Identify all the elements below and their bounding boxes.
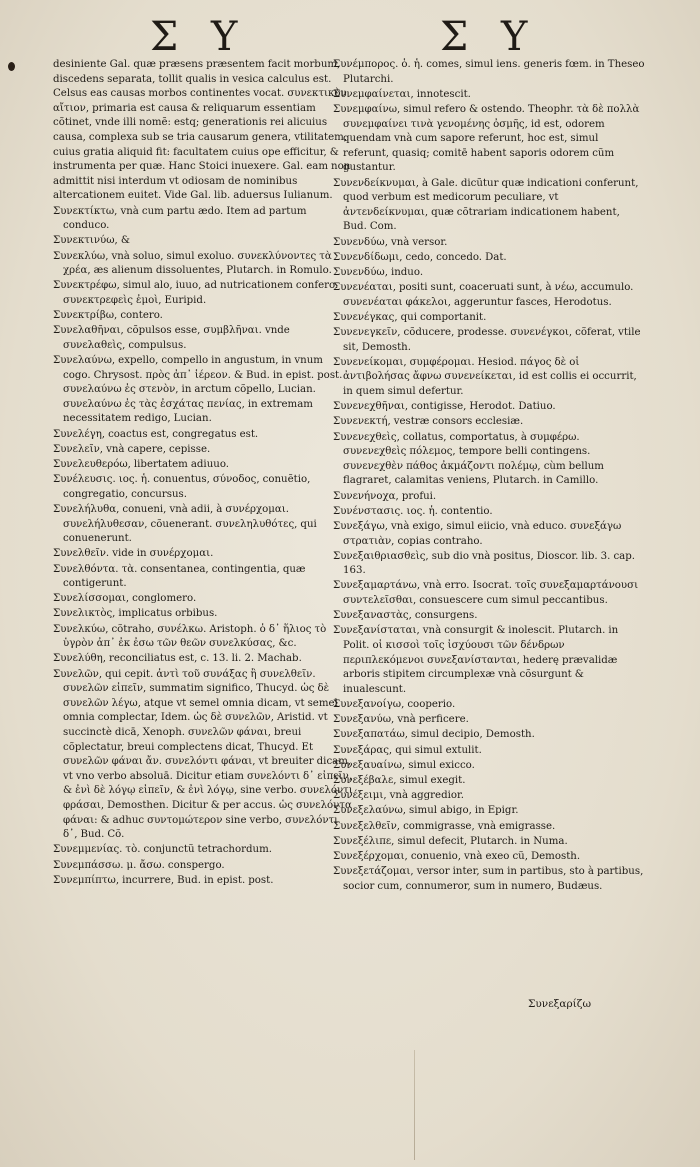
dictionary-entry: Συνεξανύω, vnà perficere. (333, 714, 469, 726)
dictionary-entry: Συνεμπάσσω. μ. ἄσω. conspergo. (53, 859, 225, 871)
dictionary-entry: Συνελήλυθα, conueni, vnà adii, à συνέρχομαι. συνελήλυθεσαν, cõuenerant. συνεληλυθότες, qui conuenerunt. (53, 503, 317, 545)
dictionary-entry: Συνεξαυαίνω, simul exicco. (333, 759, 475, 771)
dictionary-entry: Συνελθόντα. τὰ. consentanea, contingentia, quæ contigerunt. (53, 563, 306, 590)
dictionary-entry: Συνενεχθῆναι, contigisse, Herodot. Datiuo. (333, 401, 556, 413)
dictionary-entry: Συνενεκτή, vestræ consors ecclesiæ. (333, 416, 524, 428)
dictionary-entry: Συνεξάρας, qui simul extulit. (333, 744, 482, 756)
dictionary-entry: Συνελαύνω, expello, compello in angustum, in vnum cogo. Chrysost. πρὸς ἀπ᾽ ἱέρεον. & Bud. in epist. post. συνελαύνω ἐς στενὸν, in arctum cõpello, Lucian. συνελαύνω ἐς τὰς ἐσχάτας πενίας, in extremam necessitatem redigo, Lucian. (53, 355, 343, 425)
catchword: Συνεξαρίζω (528, 998, 592, 1010)
ink-blot (8, 62, 15, 71)
dictionary-entry: Συνεξαιθριασθεὶς, sub dio vnà positus, Dioscor. lib. 3. cap. 163. (333, 550, 635, 577)
dictionary-entry: Συνενδύω, induo. (333, 266, 424, 278)
dictionary-entry: Συνεμπίπτω, incurrere, Bud. in epist. post. (53, 874, 274, 886)
dictionary-entry: Συνεκτινύω, & (53, 235, 130, 247)
dictionary-entry: Συνέλευσις. ιος. ἡ. conuentus, σύνοδος, conuẽtio, congregatio, concursus. (53, 474, 311, 500)
dictionary-entry: Συνεκτρίβω, contero. (53, 310, 163, 322)
page-fold (414, 1050, 415, 1160)
dictionary-entry: Συνεξέλιπε, simul defecit, Plutarch. in Numa. (333, 835, 568, 847)
dictionary-entry: desiniente Gal. quæ præsens præsentem facit morbum, discedens separata, tollit qualis in vesica calculus est. Celsus eas causas morbos continentes vocat. συνεκτικὸν αἴτιον, primaria est causa & reliquarum essentiam cõtinet, vnde illi nomẽ: estq; generationis rei alicuius causa, complexa sub se tria causarum genera, vtilitatem, cuius gratia aliquid fit: facultatem cuius ope efficitur, & instrumenta per quæ. Hanc Stoici inuexere. Gal. eam non admittit nisi interdum vt odiosam de nominibus altercationem euitet. Vide Gal. lib. aduersus Iulianum. (53, 59, 351, 202)
left-column (53, 58, 353, 889)
dictionary-entry: Συνεξελαύνω, simul abigo, in Epigr. (333, 805, 519, 817)
page-header (0, 14, 700, 60)
dictionary-entry: Συνελευθερόω, libertatem adiuuo. (53, 458, 230, 470)
dictionary-entry: Συνένστασις. ιος. ἡ. contentio. (333, 505, 493, 517)
dictionary-entry: Συνενείκομαι, συμφέρομαι. Hesiod. πάγος δὲ οἱ ἀντιβολήσας ἄφνω συνενείκεται, id est collis ei occurrit, in quem simul defertur. (333, 356, 637, 397)
dictionary-entry: Συνεξανίσταται, vnà consurgit & inolescit. Plutarch. in Polit. οἱ κισσοὶ τοῖς ἰσχύουσι τῶν δένδρων περιπλεκόμενοι συνεξανίστανται, hederę prævalidæ arboris stipitem circumplexæ vnà cõsurgunt & inualescunt. (333, 625, 619, 695)
dictionary-entry: Συνελαθῆναι, cõpulsos esse, συμβλῆναι. vnde συνελαθεὶς, compulsus. (53, 325, 290, 351)
dictionary-entry: Συνεξετάζομαι, versor inter, sum in partibus, sto à partibus, socior cum, connumeror, sum in numero, Budæus. (333, 866, 644, 892)
dictionary-entry: Συνενεγκεῖν, cõducere, prodesse. συνενέγκοι, cõferat, vtile sit, Demosth. (333, 327, 641, 353)
dictionary-entry: Συνεμφαίνεται, innotescit. (333, 88, 471, 100)
header-letters-right: Σ Υ (440, 14, 538, 60)
dictionary-entry: Συνελύθη, reconciliatus est, c. 13. li. 2. Machab. (53, 653, 302, 665)
dictionary-entry: Συνενέγκας, qui comportanit. (333, 311, 487, 323)
dictionary-entry: Συνεξαπατάω, simul decipio, Demosth. (333, 729, 535, 741)
dictionary-entry: Συνενδύω, vnà versor. (333, 236, 448, 248)
dictionary-entry: Συνελθεῖν. vide in συνέρχομαι. (53, 548, 214, 560)
dictionary-entry: Συνεξελθεῖν, commigrasse, vnà emigrasse. (333, 820, 556, 832)
dictionary-entry: Συνεμμενίας. τὸ. conjunctũ tetrachordum. (53, 844, 272, 856)
dictionary-entry: Συνεκτρέφω, simul alo, iuuo, ad nutricationem confero. συνεκτρεφεὶς ἐμοὶ, Euripid. (53, 280, 339, 306)
dictionary-entry: Συνενεχθεὶς, collatus, comportatus, à συμφέρω. συνενεχθεὶς πόλεμος, tempore belli contingens. συνενεχθὲν πάθος ἀκμάζοντι πολέμῳ, cùm bellum flagraret, calamitas veniens, Plutarch. in Camillo. (333, 431, 604, 487)
dictionary-entry: Συνεκλύω, vnà soluo, simul exoluo. συνεκλύνοντες τὰ χρέα, æs alienum dissoluentes, Plutarch. in Romulo. (53, 250, 332, 277)
dictionary-entry: Συνενδίδωμι, cedo, concedo. Dat. (333, 251, 507, 263)
dictionary-entry: Συνέμπορος. ὁ. ἡ. comes, simul iens. generis fœm. in Theseo Plutarchi. (333, 59, 645, 85)
dictionary-entry: Συνενδείκνυμαι, à Gale. dicũtur quæ indicationi conferunt, quod verbum est medicorum peculiare, vt ἀντενδείκνυμαι, quæ cõtrariam indicationem habent, Bud. Com. (333, 177, 639, 233)
dictionary-entry: Συνελίσσομαι, conglomero. (53, 593, 197, 605)
dictionary-entry: Συνελέγη, coactus est, congregatus est. (53, 428, 259, 440)
dictionary-entry: Συνελεῖν, vnà capere, cepisse. (53, 443, 211, 455)
dictionary-entry: Συνενήνοχα, profui. (333, 490, 437, 502)
dictionary-entry: Συνελκύω, cõtraho, συνέλκω. Aristoph. ὁ δ᾽ ἥλιος τὸ ὑγρὸν ἀπ᾽ ἐκ ἐσω τῶν θεῶν συνελκύσας, &c. (53, 623, 327, 650)
dictionary-entry: Συνεξέρχομαι, conuenio, vnà exeo cũ, Demosth. (333, 850, 581, 862)
dictionary-entry: Συνεμφαίνω, simul refero & ostendo. Theophr. τὰ δὲ πολλὰ συνεμφαίνει τινὰ γενομένης ὀσμῆς, id est, odorem quendam vnà cum sapore referunt, hoc est, simul referunt, quasiq; comitē habent saporis odorem cũm gustantur. (333, 103, 640, 174)
right-column (333, 58, 645, 895)
header-letters-left: Σ Υ (150, 14, 248, 60)
dictionary-entry: Συνεξαναστὰς, consurgens. (333, 610, 478, 622)
dictionary-entry: Συνεξαμαρτάνω, vnà erro. Isocrat. τοῖς συνεξαμαρτάνουσι συντελεῖσθαι, consuescere cum simul peccantibus. (333, 580, 639, 607)
dictionary-entry: Συνενέαται, positi sunt, coaceruati sunt, à νέω, accumulo. συνενέαται φάκελοι, aggeruntur fasces, Herodotus. (333, 282, 634, 308)
dictionary-entry: Συνεξάγω, vnà exigo, simul eiicio, vnà educo. συνεξάγω στρατιὰν, copias contraho. (333, 520, 622, 547)
dictionary-entry: Συνεξέβαλε, simul exegit. (333, 774, 466, 786)
dictionary-entry: Συνεξανοίγω, cooperio. (333, 699, 456, 710)
dictionary-entry: Συνέξειμι, vnà aggredior. (333, 790, 464, 802)
dictionary-entry: Συνελικτὸς, implicatus orbibus. (53, 608, 218, 620)
dictionary-entry: Συνελῶν, qui cepit. ἀντὶ τοῦ συνάξας ἢ συνελθεῖν. συνελῶν εἰπεῖν, summatim significo, Thucyd. ὡς δὲ συνελῶν λέγω, atque vt semel omnia dicam, vt semel omnia complectar, Idem. ὡς δὲ συνελῶν, Aristid. vt succinctè dicā, Xenoph. συνελῶν φάναι, breui cõplectatur, breui complectens dicat, Thucyd. Et συνελῶν φάναι ἄν. συνελόντι φάναι, vt breuiter dicam, vt vno verbo absoluā. Dicitur etiam συνελόντι δ᾽ εἰπεῖν, & ἐνὶ δὲ λόγῳ εἰπεῖν, & ἐνὶ λόγῳ, sine verbo. συνελόντι φράσαι, Demosthen. Dicitur & per accus. ὡς συνελόντα φάναι: & adhuc συντομώτερον sine verbo, συνελόντι δ᾽, Bud. Cõ. (53, 668, 353, 841)
dictionary-entry: Συνεκτίκτω, vnà cum partu ædo. Item ad partum conduco. (53, 205, 307, 232)
